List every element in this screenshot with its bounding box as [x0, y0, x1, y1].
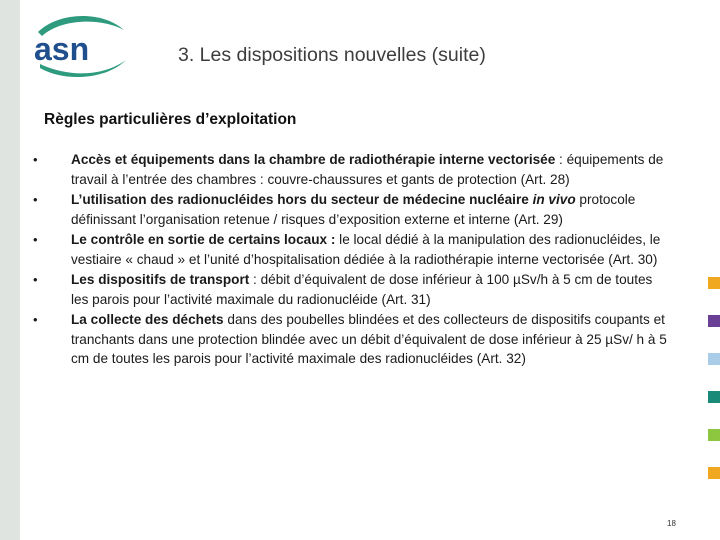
page-title: 3. Les dispositions nouvelles (suite) — [178, 44, 486, 66]
list-item — [30, 230, 670, 269]
color-square — [708, 391, 720, 403]
item-text: le local dédié à la manipulation des radionucléides, le vestiaire « chaud » et l’unité d’hospitalisation dédiée à la radiothérapie interne vectorisée (Art. 30) — [71, 232, 661, 267]
list-item — [30, 310, 670, 369]
bullet: • — [33, 312, 38, 327]
color-square — [708, 467, 720, 479]
item-text: : équipements de travail à l’entrée des chambres : couvre-chaussures et gants de protection (Art. 28) — [71, 152, 664, 187]
item-heading: L’utilisation des radionucléides hors du secteur de médecine nucléaire in vivo — [71, 192, 576, 207]
item-heading-italic: in vivo — [532, 192, 576, 207]
bullet: • — [33, 232, 38, 247]
bullet: • — [33, 152, 38, 167]
bullet: • — [33, 272, 38, 287]
item-heading: Les dispositifs de transport — [71, 272, 250, 287]
decorative-squares — [708, 277, 720, 505]
logo-text: asn — [34, 31, 90, 67]
item-text: : débit d’équivalent de dose inférieur à 100 µSv/h à 5 cm de toutes les parois pour l’activité maximale du radionucléide (Art. 31) — [71, 272, 653, 307]
list-item — [30, 270, 670, 309]
item-heading: Le contrôle en sortie de certains locaux : — [71, 232, 336, 247]
item-heading: La collecte des déchets — [71, 312, 224, 327]
color-square — [708, 353, 720, 365]
bullet: • — [33, 192, 38, 207]
color-square — [708, 429, 720, 441]
asn-logo — [30, 10, 130, 80]
list-item — [30, 150, 670, 189]
item-heading: Accès et équipements dans la chambre de radiothérapie interne vectorisée — [71, 152, 556, 167]
color-square — [708, 277, 720, 289]
item-text: dans des poubelles blindées et des collecteurs de dispositifs coupants et tranchants dans une protection blindée avec un débit d’équivalent de dose inférieur à 25 µSv/ h à 5 cm de toutes les parois pour l’activité maximale des radionucléides (Art. 32) — [71, 312, 667, 366]
section-subtitle: Règles particulières d’exploitation — [44, 111, 297, 128]
page-number: 18 — [667, 519, 676, 528]
list-item — [30, 190, 670, 229]
left-decorative-bar — [0, 0, 20, 540]
rules-list — [30, 150, 670, 370]
color-square — [708, 315, 720, 327]
item-text: protocole définissant l’organisation retenue / risques d’exposition externe et interne (Art. 29) — [71, 192, 636, 227]
